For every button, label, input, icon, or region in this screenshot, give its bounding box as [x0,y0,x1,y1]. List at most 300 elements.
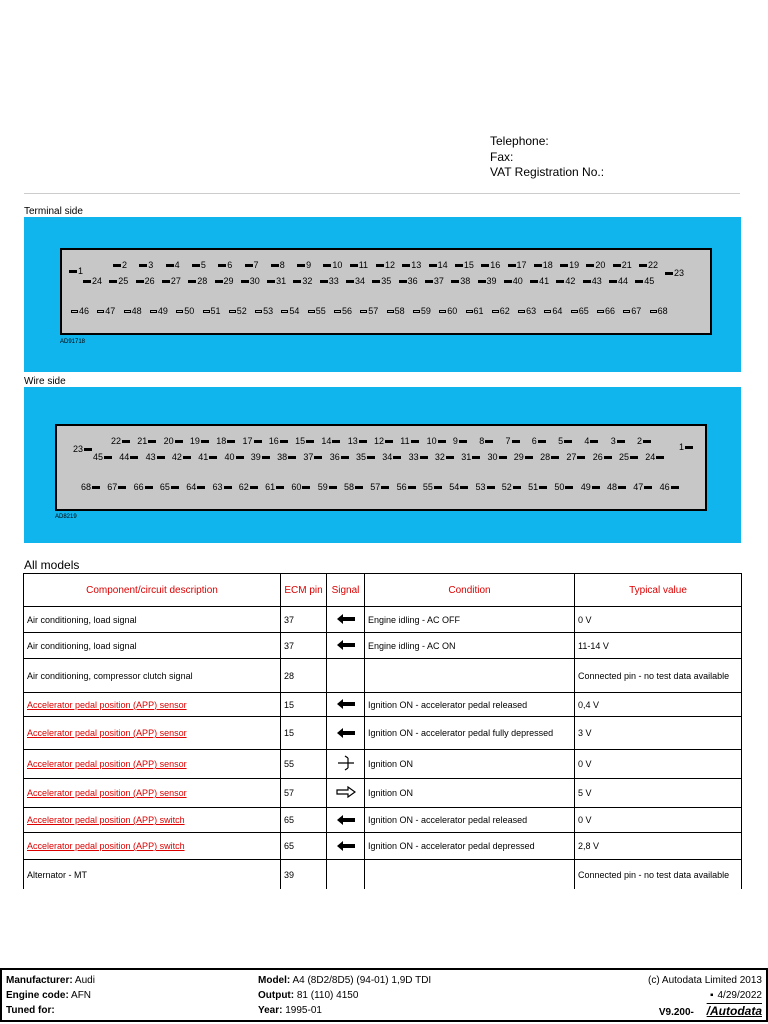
wire-pin [146,452,166,462]
cell-component: Air conditioning, load signal [24,633,281,659]
terminal-pin-1 [68,266,83,276]
wire-pin [532,436,547,446]
arrow-left-icon [337,839,355,854]
terminal-pin-contact [109,280,117,283]
wire-pin-contact [145,486,153,489]
wire-pin-contact [460,486,468,489]
wire-pin [558,436,573,446]
terminal-pin-number: 40 [512,276,523,286]
terminal-pin-contact [323,264,331,267]
wire-pin-contact [332,440,340,443]
cell-value: Connected pin - no test data available [575,860,742,891]
wire-side-label: Wire side [24,376,66,387]
tuned-for-label: Tuned for: [6,1005,55,1016]
terminal-pin [634,276,654,286]
terminal-pin-contact [83,280,91,283]
terminal-pin [412,306,431,316]
wire-pin-number: 42 [171,452,182,462]
wire-side-panel [24,387,741,543]
terminal-pin [149,306,168,316]
terminal-pin-contact [241,280,249,283]
cell-pin: 28 [281,659,327,693]
wire-pin-number: 6 [531,436,537,446]
wire-pin-contact [227,440,235,443]
table-header-row [24,574,742,607]
terminal-pin [244,260,259,270]
table-row [24,833,742,860]
terminal-pin [450,276,470,286]
wire-pin [566,452,586,462]
header-condition: Condition [365,574,575,607]
wire-pin [476,482,496,492]
wire-pin-contact [367,456,375,459]
terminal-pin [217,260,232,270]
cell-component[interactable]: Accelerator pedal position (APP) sensor [24,717,281,750]
table-row [24,607,742,633]
wire-pin [506,436,521,446]
terminal-pin [70,306,89,316]
wire-pin-number: 1 [679,442,685,452]
wire-pin-number: 39 [250,452,261,462]
cell-signal [327,717,365,750]
table-row [24,808,742,833]
terminal-pin [138,260,153,270]
wire-pin-number: 2 [637,436,643,446]
output-value: 81 (110) 4150 [296,990,359,1001]
cell-component[interactable]: Accelerator pedal position (APP) sensor [24,693,281,717]
terminal-pin-contact [308,310,315,313]
terminal-pin-contact [451,280,459,283]
wire-pin-number: 55 [422,482,433,492]
wire-pin-number: 11 [400,436,410,446]
wire-pin-number: 25 [619,452,630,462]
arrow-left-icon [337,638,355,653]
wire-pin-number: 10 [426,436,437,446]
terminal-pin-contact [71,310,78,313]
wire-pin-number: 45 [93,452,104,462]
terminal-pin-number: 57 [368,306,379,316]
terminal-pin-contact [69,270,77,273]
terminal-pin [135,276,155,286]
wire-pin [265,482,285,492]
cell-signal [327,860,365,891]
terminal-pin-contact [188,280,196,283]
cell-condition: Ignition ON [365,779,575,808]
wire-pin [111,436,131,446]
wire-pin [435,452,455,462]
wire-pin-contact [157,456,165,459]
terminal-pin [491,306,510,316]
terminal-pin-contact [560,264,568,267]
terminal-pin-number: 44 [618,276,629,286]
wire-pin-number: 23 [73,444,84,454]
wire-pin [423,482,443,492]
table-row [24,633,742,659]
terminal-pin [228,306,247,316]
terminal-pin [322,260,342,270]
terminal-pin [454,260,474,270]
terminal-pin-number: 42 [565,276,576,286]
wire-pin-contact [671,486,679,489]
wire-pin [330,452,350,462]
terminal-pin-number: 15 [463,260,474,270]
terminal-pin [345,276,365,286]
wire-pin [479,436,494,446]
terminal-pin-number: 6 [227,260,233,270]
wire-pin-contact [148,440,156,443]
terminal-pin [82,276,102,286]
terminal-pin-number: 62 [499,306,510,316]
cell-value: 11-14 V [575,633,742,659]
terminal-pin-number: 19 [569,260,580,270]
cell-component[interactable]: Accelerator pedal position (APP) sensor [24,779,281,808]
wire-pin [134,482,154,492]
terminal-pin-number: 18 [542,260,553,270]
terminal-pin-contact [665,272,673,275]
terminal-pin [622,306,641,316]
wire-pin-contact [236,456,244,459]
wire-pin-number: 62 [238,482,249,492]
cell-condition [365,860,575,891]
terminal-pin [398,276,418,286]
wire-pin-contact [644,486,652,489]
footer [0,968,768,1022]
terminal-pin [533,260,553,270]
table-row [24,860,742,891]
terminal-pin-number: 67 [631,306,642,316]
wire-pin [374,436,394,446]
wire-pin-contact [209,456,217,459]
terminal-pin-contact [245,264,253,267]
terminal-pin [517,306,536,316]
wire-pin-contact [224,486,232,489]
header-signal: Signal [327,574,365,607]
terminal-pin-contact [387,310,394,313]
wire-pin [190,436,210,446]
wire-pin [344,482,364,492]
terminal-pin-number: 37 [433,276,444,286]
terminal-pin [296,260,311,270]
terminal-pin-number: 10 [332,260,343,270]
contact-block [490,134,604,181]
cell-pin: 15 [281,717,327,750]
terminal-pin-contact [255,310,262,313]
wire-pin-number: 33 [408,452,419,462]
terminal-pin [371,276,391,286]
terminal-pin-contact [481,264,489,267]
wire-pin [198,452,218,462]
table-row [24,779,742,808]
terminal-pin [570,306,589,316]
terminal-pin-contact [544,310,551,313]
cell-signal [327,693,365,717]
cell-signal [327,808,365,833]
wire-pin-number: 51 [528,482,539,492]
wire-pin-contact [577,456,585,459]
wire-pin-number: 29 [513,452,524,462]
terminal-pin [612,260,632,270]
terminal-pin-contact [613,264,621,267]
terminal-pin-number: 8 [279,260,285,270]
arrow-left-icon [337,726,355,741]
wire-pin-number: 20 [163,436,174,446]
model-value: A4 (8D2/8D5) (94-01) 1,9D TDI [292,975,432,986]
wire-pin-number: 53 [475,482,486,492]
wire-pin-number: 4 [584,436,590,446]
autodata-logo-text: Autodata [710,1004,762,1018]
terminal-pin-contact [176,310,183,313]
cell-value: 0 V [575,808,742,833]
section-title: All models [24,558,80,572]
table-row [24,693,742,717]
wire-pin-number: 21 [137,436,148,446]
wire-pin [637,436,652,446]
arrow-right-outline-icon [336,786,356,801]
terminal-pin [292,276,312,286]
terminal-pin [254,306,273,316]
wire-pin-number: 65 [159,482,170,492]
date [710,989,762,1003]
terminal-pin [96,306,115,316]
terminal-pin [349,260,368,270]
terminal-pin-23 [664,268,684,278]
cell-pin: 57 [281,779,327,808]
terminal-pin-contact [346,280,354,283]
wire-pin-contact [420,456,428,459]
cell-component[interactable]: Accelerator pedal position (APP) switch [24,808,281,833]
fax-label: Fax: [490,149,514,164]
wire-ref: AD8219 [55,514,77,520]
terminal-pin-contact [372,280,380,283]
wire-pin-number: 48 [607,482,618,492]
wire-pin [514,452,534,462]
wire-pin-contact [302,486,310,489]
wire-pin-number: 16 [268,436,279,446]
model-label: Model: [258,975,291,986]
wire-pin-number: 22 [111,436,122,446]
terminal-pin-number: 43 [591,276,602,286]
terminal-pin-contact [271,264,279,267]
terminal-pin-number: 47 [105,306,116,316]
wire-pin-number: 67 [107,482,118,492]
terminal-pin-number: 28 [197,276,208,286]
terminal-pin-number: 5 [200,260,206,270]
wire-pin [427,436,447,446]
terminal-pin-contact [478,280,486,283]
wire-pin [593,452,613,462]
wire-pin-number: 18 [216,436,227,446]
cell-component: Air conditioning, load signal [24,607,281,633]
wire-pin-contact [434,486,442,489]
wire-pin [633,482,653,492]
wire-pin-contact [487,486,495,489]
terminal-pin-contact [425,280,433,283]
wire-pin-contact [201,440,209,443]
wire-pin-contact [306,440,314,443]
cell-component[interactable]: Accelerator pedal position (APP) switch [24,833,281,860]
header-value: Typical value [575,574,742,607]
terminal-pin [559,260,579,270]
terminal-pin-contact [639,264,647,267]
terminal-pin [480,260,500,270]
wire-pin [528,482,548,492]
wire-pin [303,452,323,462]
cell-pin: 15 [281,693,327,717]
arrow-left-icon [337,612,355,627]
divider [24,193,740,194]
wire-pin-contact [656,456,664,459]
wire-pin-number: 60 [291,482,302,492]
terminal-pin-contact [571,310,578,313]
year-label: Year: [258,1005,283,1016]
wire-pin [225,452,245,462]
terminal-pin-number: 29 [223,276,234,286]
wire-pin-contact [122,440,130,443]
wire-pin-number: 7 [505,436,511,446]
terminal-pin-contact [597,310,604,313]
wire-pin-number: 44 [119,452,130,462]
terminal-pin-number: 1 [78,266,84,276]
wire-pin-contact [565,486,573,489]
wire-pin-contact [617,440,625,443]
terminal-pin-contact [203,310,210,313]
terminal-pin-contact [334,310,341,313]
wire-pin-contact [183,456,191,459]
wire-pin [119,452,139,462]
terminal-pin-number: 32 [302,276,313,286]
wire-pin-number: 49 [580,482,591,492]
wire-pin-contact [513,486,521,489]
wire-pin-number: 57 [370,482,381,492]
wire-pin [554,482,574,492]
terminal-pin-contact [508,264,516,267]
ground-icon [336,759,356,774]
terminal-pin-number: 4 [174,260,180,270]
terminal-pin-number: 12 [385,260,396,270]
wire-pin-number: 8 [479,436,485,446]
terminal-pin-contact [635,280,643,283]
wire-pin-contact [359,440,367,443]
terminal-pin-contact [455,264,463,267]
terminal-pin-contact [360,310,367,313]
terminal-pin-contact [413,310,420,313]
wire-pin-contact [459,440,467,443]
page-gap [0,889,768,899]
cell-component[interactable]: Accelerator pedal position (APP) sensor [24,750,281,779]
wire-pin-number: 19 [189,436,200,446]
terminal-pin [280,306,299,316]
terminal-pin-number: 38 [460,276,471,286]
cell-condition: Engine idling - AC ON [365,633,575,659]
wire-pin [172,452,192,462]
cell-value: 5 V [575,779,742,808]
terminal-pin [638,260,658,270]
terminal-pin [270,260,285,270]
terminal-pin-contact [218,264,226,267]
terminal-pin-number: 60 [447,306,458,316]
terminal-pin [108,276,128,286]
wire-pin-contact [618,486,626,489]
terminal-pin-number: 35 [381,276,392,286]
terminal-pin-contact [281,310,288,313]
wire-pin-number: 38 [277,452,288,462]
table-row [24,750,742,779]
wire-pin-number: 27 [566,452,577,462]
wire-pin [540,452,560,462]
wire-pin-contact [250,486,258,489]
wire-pin [581,482,601,492]
terminal-pin-number: 66 [605,306,616,316]
terminal-pin-contact [466,310,473,313]
wire-pin-number: 52 [501,482,512,492]
terminal-pin-number: 3 [148,260,154,270]
terminal-pin-number: 20 [595,260,606,270]
terminal-pin-number: 59 [420,306,431,316]
terminal-pin-number: 23 [674,268,685,278]
wire-pin-contact [525,456,533,459]
terminal-pin-contact [97,310,104,313]
terminal-pin-number: 14 [437,260,448,270]
wire-pin [584,436,599,446]
terminal-pin [214,276,234,286]
terminal-pin-number: 34 [355,276,366,286]
terminal-pin-number: 39 [486,276,497,286]
terminal-pin-contact [583,280,591,283]
wire-pin [409,452,429,462]
terminal-pin-number: 13 [411,260,422,270]
cell-condition: Ignition ON - accelerator pedal fully depressed [365,717,575,750]
terminal-pin-number: 41 [539,276,550,286]
cell-condition [365,659,575,693]
version-brand [659,1004,762,1020]
terminal-pin [582,276,602,286]
terminal-pin-contact [113,264,121,267]
wire-pin-number: 13 [347,436,358,446]
wire-pin-contact [118,486,126,489]
wire-pin [239,482,259,492]
cell-value: 0,4 V [575,693,742,717]
terminal-pin [386,306,405,316]
terminal-pin-number: 54 [289,306,300,316]
wire-pin [318,482,338,492]
wire-pin-number: 40 [224,452,235,462]
wire-pin-contact [408,486,416,489]
engine-code-value: AFN [71,990,92,1001]
terminal-pin-contact [229,310,236,313]
wire-pin-number: 9 [452,436,458,446]
wire-pin-contact [472,456,480,459]
wire-pin-contact [643,440,651,443]
wire-pin [502,482,522,492]
terminal-pin [175,306,194,316]
wire-pin [488,452,508,462]
terminal-pin-number: 7 [253,260,259,270]
wire-pin-contact [171,486,179,489]
wire-pin-contact [592,486,600,489]
wire-pin [321,436,341,446]
terminal-pin-number: 56 [342,306,353,316]
wire-pin-contact [590,440,598,443]
wire-pin-contact [329,486,337,489]
terminal-pin-number: 26 [144,276,155,286]
wire-pin [137,436,157,446]
terminal-pin-contact [320,280,328,283]
wire-connector [55,424,707,511]
terminal-pin-contact [124,310,131,313]
terminal-pin-number: 55 [315,306,326,316]
terminal-pin-contact [586,264,594,267]
terminal-pin-number: 30 [249,276,260,286]
